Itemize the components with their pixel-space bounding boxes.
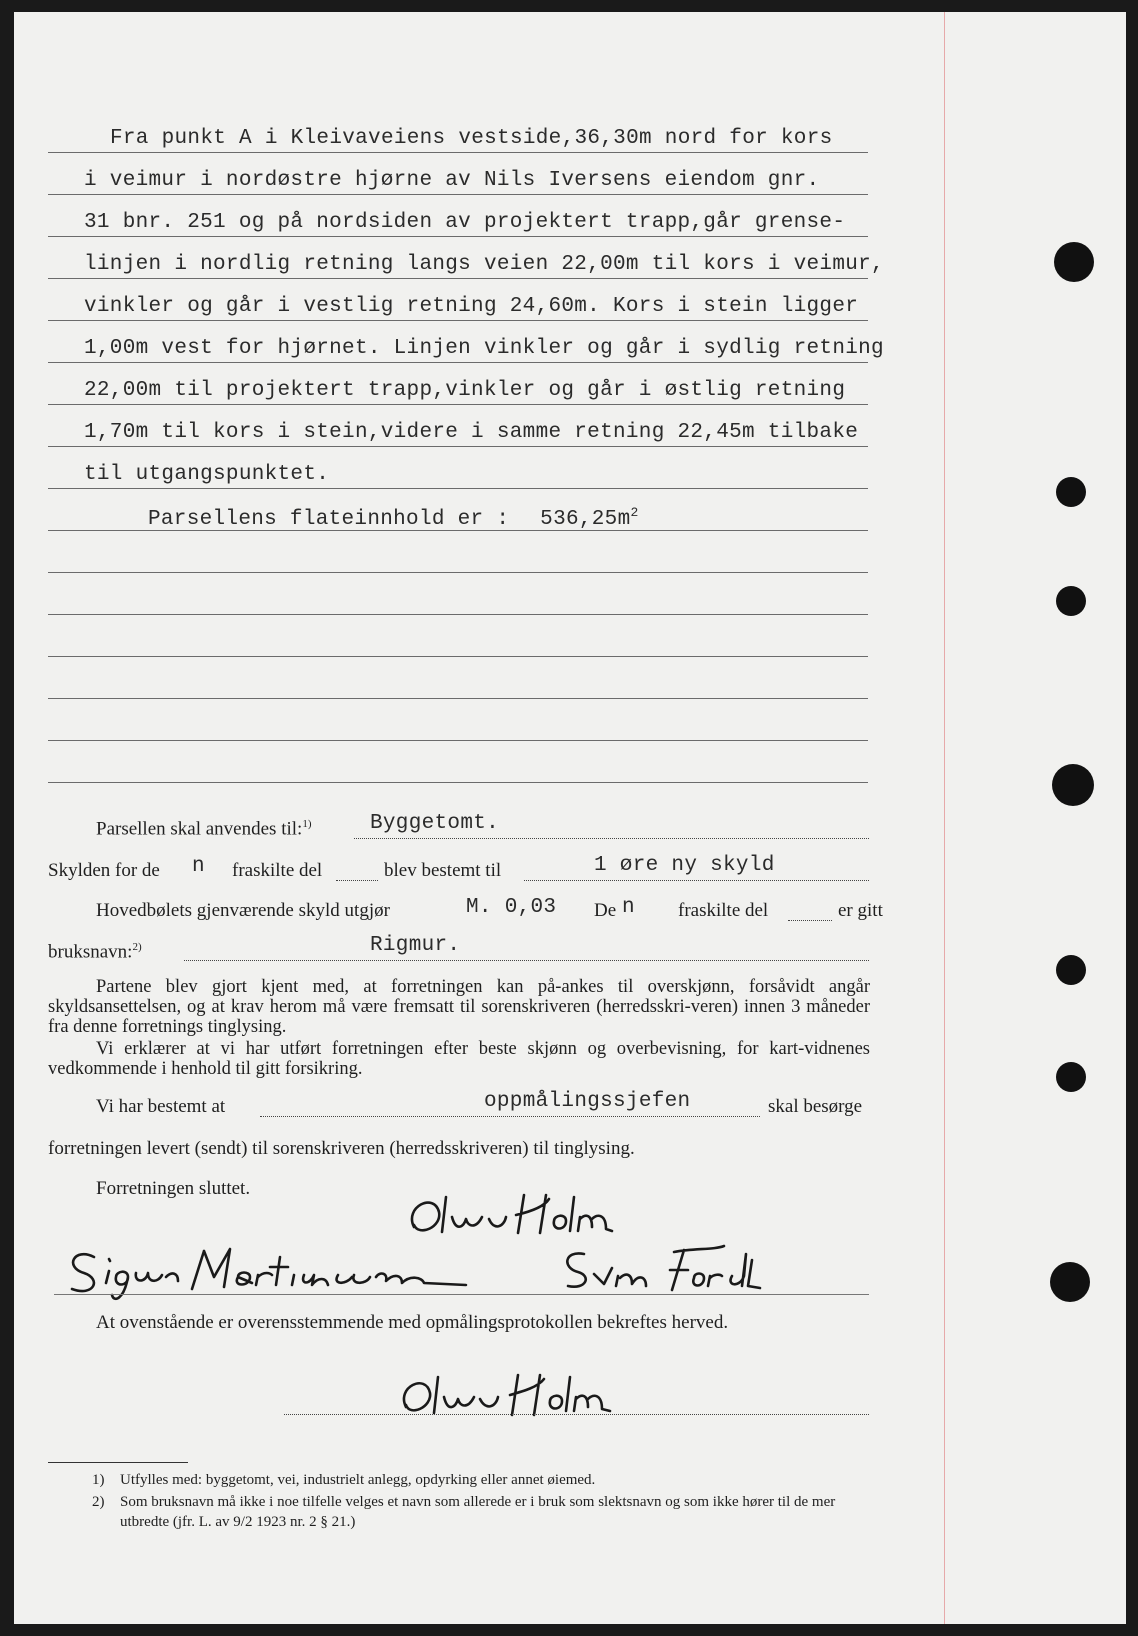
skyld-fraskilte: fraskilte del	[232, 860, 323, 881]
bruksnavn-value: Rigmur.	[370, 934, 461, 957]
binder-hole	[1056, 955, 1086, 985]
skyld-value: 1 øre ny skyld	[594, 854, 775, 877]
area-line	[148, 505, 639, 531]
bekreftes-line: At ovenstående er overensstemmende med opmålingsprotokollen bekreftes herved.	[96, 1312, 729, 1333]
binder-hole	[1056, 477, 1086, 507]
hovedbol-label: Hovedbølets gjenværende skyld utgjør	[96, 900, 390, 921]
signature-sigurd-martinussen	[54, 1237, 474, 1307]
binder-hole	[1052, 764, 1094, 806]
skyld-n: n	[192, 855, 205, 878]
description-line: Fra punkt A i Kleivaveiens vestside,36,30m nord for kors	[110, 127, 833, 150]
hovedbol-de: De	[594, 900, 617, 921]
sluttet-line: Forretningen sluttet.	[96, 1178, 251, 1199]
description-line: 31 bnr. 251 og på nordsiden av projektert trapp,går grense-	[84, 211, 846, 234]
binder-hole	[1056, 586, 1086, 616]
description-line: 1,00m vest for hjørnet. Linjen vinkler og går i sydlig retning	[84, 337, 884, 360]
skyld-bestemt: blev bestemt til	[384, 860, 502, 881]
binder-hole	[1056, 1062, 1086, 1092]
document-page	[14, 12, 1126, 1624]
hovedbol-fraskilte: fraskilte del	[678, 900, 769, 921]
usage-value: Byggetomt.	[370, 812, 500, 835]
usage-label: Parsellen skal anvendes til:$^{1)}$	[96, 818, 312, 840]
signature-svein-fordal	[554, 1240, 774, 1300]
margin-rule	[944, 12, 945, 1624]
bruksnavn-label: bruksnavn:$^{2)}$	[48, 941, 142, 963]
binder-hole	[1054, 242, 1094, 282]
description-line: linjen i nordlig retning langs veien 22,00m til kors i veimur,	[84, 253, 884, 276]
hovedbol-n: n	[622, 896, 635, 919]
description-line: i veimur i nordøstre hjørne av Nils Iversens eiendom gnr.	[84, 169, 820, 192]
levert-line: forretningen levert (sendt) til sorenskriveren (herredsskriveren) til tinglysing.	[48, 1138, 635, 1159]
signature-ole-holm-2	[384, 1367, 644, 1427]
footnote-2: 2) Som bruksnavn må ikke i noe tilfelle velges et navn som allerede er i bruk som slektsnavn og som ikke hører til de mer utbredte (jfr. L. av 9/2 1923 nr. 2 § 21.)	[92, 1494, 836, 1530]
bestemt-value: oppmålingssjefen	[484, 1090, 691, 1113]
bestemt-besorge: skal besørge	[768, 1096, 863, 1117]
description-line: til utgangspunktet.	[84, 463, 330, 486]
binder-hole	[1050, 1262, 1090, 1302]
area-value: $536,25m^2$	[540, 505, 639, 531]
description-line: 1,70m til kors i stein,videre i samme retning 22,45m tilbake	[84, 421, 859, 444]
description-line: 22,00m til projektert trapp,vinkler og går i østlig retning	[84, 379, 846, 402]
bestemt-label: Vi har bestemt at	[96, 1096, 226, 1117]
footnote-1: 1) Utfylles med: byggetomt, vei, industrielt anlegg, opdyrking eller annet øiemed.	[92, 1472, 596, 1488]
declaration-paragraph: Vi erklærer at vi har utført forretningen efter beste skjønn og overbevisning, for kart-vidnenes vedkommende i henhold til gitt forsikring.	[48, 1039, 870, 1079]
description-line: vinkler og går i vestlig retning 24,60m. Kors i stein ligger	[84, 295, 859, 318]
skyld-label: Skylden for de	[48, 860, 160, 881]
appeal-paragraph: Partene blev gjort kjent med, at forretningen kan på-ankes til overskjønn, forsåvidt angår skyldsansettelsen, og at krav herom må være fremsatt til sorenskriveren (herredsskri-veren) innen 3 måneder fra denne forretnings tinglysing.	[48, 977, 870, 1037]
hovedbol-value: M. 0,03	[466, 896, 557, 919]
area-label: Parsellens flateinnhold er :	[148, 508, 510, 531]
hovedbol-gitt: er gitt	[838, 900, 883, 921]
